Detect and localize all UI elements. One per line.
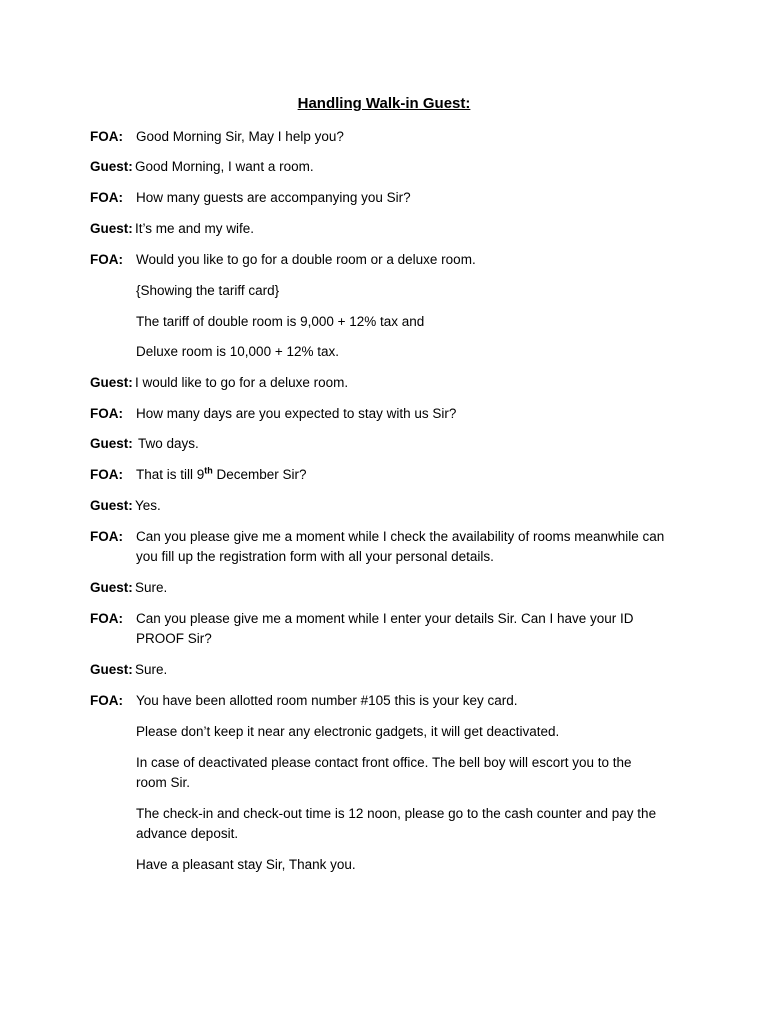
dialogue-line: you fill up the registration form with all your personal details. — [136, 549, 494, 564]
dialogue-line: PROOF Sir? — [136, 631, 212, 646]
speaker-label: FOA: — [90, 252, 123, 267]
speaker-label: Guest: — [90, 375, 133, 390]
dialogue-line: How many days are you expected to stay with us Sir? — [136, 406, 457, 421]
document-title: Handling Walk-in Guest: — [297, 95, 471, 112]
dialogue-line: Have a pleasant stay Sir, Thank you. — [136, 857, 356, 872]
line-text: That is till 9 — [136, 467, 205, 482]
dialogue-line: Two days. — [138, 436, 199, 451]
dialogue-line: Please don’t keep it near any electronic gadgets, it will get deactivated. — [136, 724, 560, 739]
dialogue-line: I would like to go for a deluxe room. — [135, 375, 349, 390]
speaker-label: FOA: — [90, 190, 123, 205]
speaker-label: FOA: — [90, 693, 123, 708]
dialogue-line: You have been allotted room number #105 this is your key card. — [136, 693, 518, 708]
dialogue-line: Good Morning, I want a room. — [135, 159, 314, 174]
dialogue-line: Can you please give me a moment while I check the availability of rooms meanwhile can — [136, 529, 665, 544]
dialogue-line: It’s me and my wife. — [135, 221, 255, 236]
dialogue-line: advance deposit. — [136, 826, 239, 841]
speaker-label: Guest: — [90, 159, 133, 174]
speaker-label: FOA: — [90, 529, 123, 544]
dialogue-line: How many guests are accompanying you Sir? — [136, 190, 411, 205]
ordinal-suffix: th — [204, 465, 213, 476]
dialogue-line: Sure. — [135, 580, 168, 595]
dialogue-line: Good Morning Sir, May I help you? — [136, 129, 344, 144]
dialogue-line: In case of deactivated please contact front office. The bell boy will escort you to the — [136, 755, 632, 770]
speaker-label: Guest: — [90, 580, 133, 595]
dialogue-line: The tariff of double room is 9,000 + 12% tax and — [136, 314, 425, 329]
dialogue-line: Can you please give me a moment while I enter your details Sir. Can I have your ID — [136, 611, 634, 626]
dialogue-line — [136, 467, 307, 482]
dialogue-line: Sure. — [135, 662, 168, 677]
dialogue-line: {Showing the tariff card} — [136, 283, 280, 298]
dialogue-line: Would you like to go for a double room or a deluxe room. — [136, 252, 476, 267]
dialogue-line: room Sir. — [136, 775, 191, 790]
dialogue-line: Yes. — [135, 498, 161, 513]
speaker-label: Guest: — [90, 436, 133, 451]
speaker-label: FOA: — [90, 467, 123, 482]
speaker-label: Guest: — [90, 662, 133, 677]
speaker-label: Guest: — [90, 221, 133, 236]
dialogue-line: Deluxe room is 10,000 + 12% tax. — [136, 344, 339, 359]
line-text: December Sir? — [212, 467, 307, 482]
dialogue-line: The check-in and check-out time is 12 noon, please go to the cash counter and pay the — [136, 806, 657, 821]
speaker-label: FOA: — [90, 611, 123, 626]
speaker-label: Guest: — [90, 498, 133, 513]
speaker-label: FOA: — [90, 129, 123, 144]
speaker-label: FOA: — [90, 406, 123, 421]
